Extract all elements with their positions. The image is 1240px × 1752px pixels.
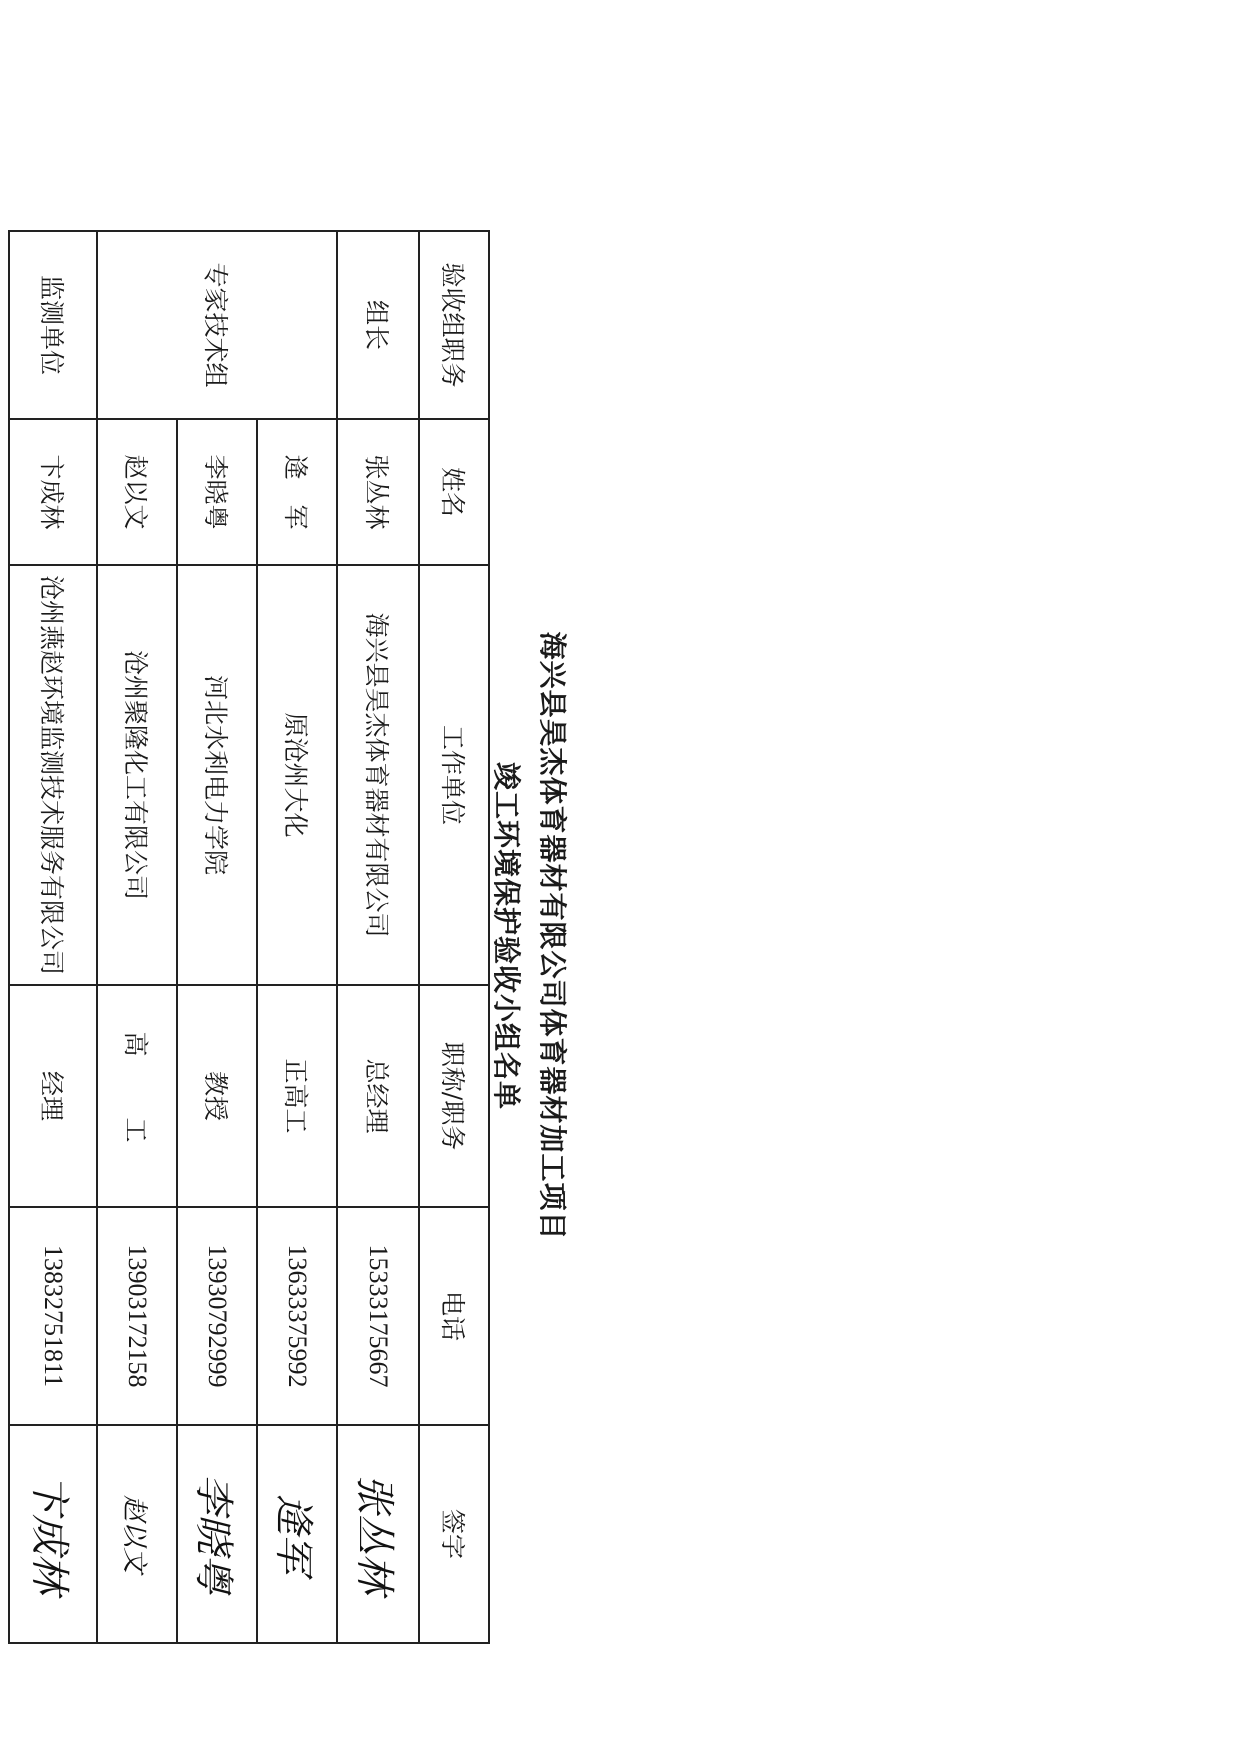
table-row — [337, 231, 419, 1643]
member-unit: 沧州燕赵环境监测技术服务有限公司 — [9, 565, 97, 985]
member-name: 李晓粤 — [177, 419, 257, 565]
group-monitor: 监测单位 — [9, 231, 97, 419]
member-signature: 张丛林 — [337, 1425, 419, 1643]
member-title: 总经理 — [337, 985, 419, 1207]
page-title: 海兴县昊杰体育器材有限公司体育器材加工项目 — [536, 631, 569, 1241]
member-signature: 李晓粤 — [177, 1425, 257, 1643]
member-phone: 13832751811 — [9, 1207, 97, 1425]
member-name: 张丛林 — [337, 419, 419, 565]
table-header-row — [419, 231, 489, 1643]
table-row — [177, 231, 257, 1643]
table-row — [257, 231, 337, 1643]
member-title: 高 工 — [97, 985, 177, 1207]
member-signature: 赵以文 — [97, 1425, 177, 1643]
header-title: 职称/职务 — [419, 985, 489, 1207]
header-name: 姓名 — [419, 419, 489, 565]
header-role: 验收组职务 — [419, 231, 489, 419]
header-signature: 签字 — [419, 1425, 489, 1643]
member-name: 逄 军 — [257, 419, 337, 565]
member-name: 赵以文 — [97, 419, 177, 565]
group-leader: 组长 — [337, 231, 419, 419]
rotated-page — [10, 230, 569, 1670]
member-title: 经理 — [9, 985, 97, 1207]
member-signature: 逄军 — [257, 1425, 337, 1643]
member-phone: 13633375992 — [257, 1207, 337, 1425]
member-unit: 河北水利电力学院 — [177, 565, 257, 985]
table-row — [9, 231, 97, 1643]
group-experts: 专家技术组 — [97, 231, 337, 419]
member-signature: 卞成林 — [9, 1425, 97, 1643]
member-unit: 原沧州大化 — [257, 565, 337, 985]
member-phone: 15333175667 — [337, 1207, 419, 1425]
member-phone: 13930792999 — [177, 1207, 257, 1425]
member-title: 正高工 — [257, 985, 337, 1207]
member-unit: 海兴县昊杰体育器材有限公司 — [337, 565, 419, 985]
table-row — [97, 231, 177, 1643]
header-unit: 工作单位 — [419, 565, 489, 985]
header-phone: 电话 — [419, 1207, 489, 1425]
member-unit: 沧州聚隆化工有限公司 — [97, 565, 177, 985]
member-phone: 13903172158 — [97, 1207, 177, 1425]
acceptance-group-table — [8, 230, 490, 1644]
member-name: 卞成林 — [9, 419, 97, 565]
page-subtitle: 竣工环境保护验收小组名单 — [490, 761, 523, 1110]
member-title: 教授 — [177, 985, 257, 1207]
